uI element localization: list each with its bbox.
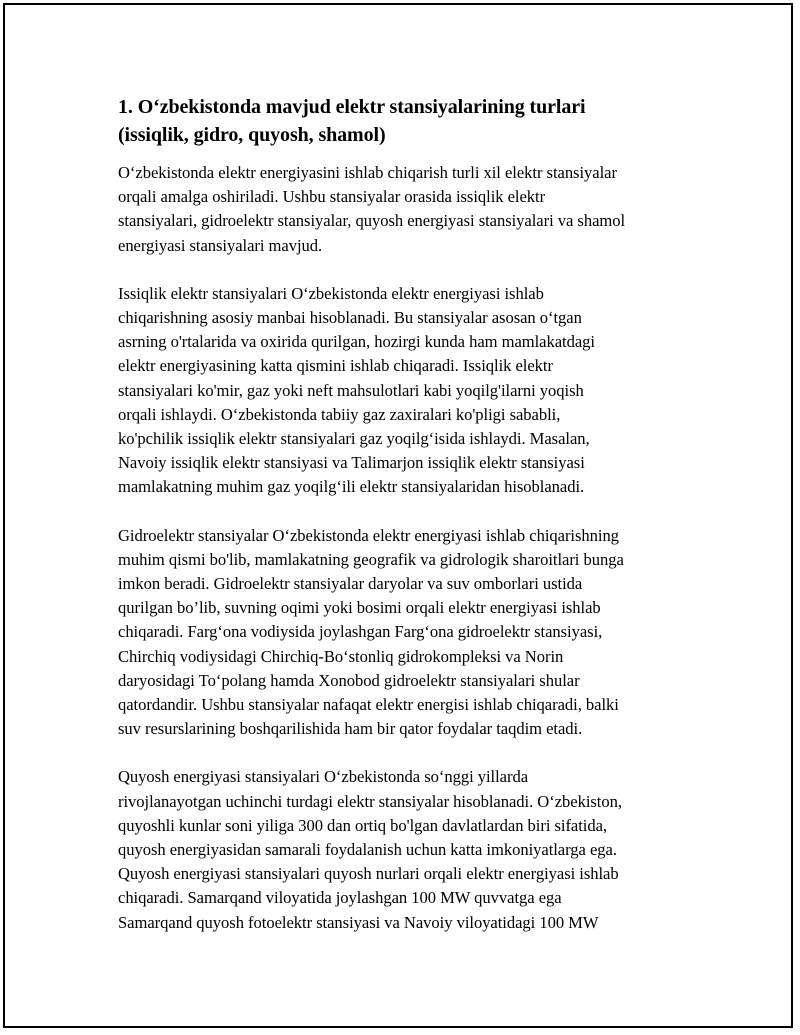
paragraph-solar: [118, 765, 693, 934]
text-line: chiqaradi. Farg‘ona vodiysida joylashgan Farg‘ona gidroelektr stansiyasi,: [118, 622, 603, 642]
text-line: suv resurslarining boshqarilishida ham bir qator foydalar taqdim etadi.: [118, 719, 583, 739]
text-line: qatordandir. Ushbu stansiyalar nafaqat elektr energisi ishlab chiqaradi, balki: [118, 695, 619, 715]
text-line: quyoshli kunlar soni yiliga 300 dan ortiq bo'lgan davlatlardan biri sifatida,: [118, 815, 608, 835]
text-line: mamlakatning muhim gaz yoqilg‘ili elektr stansiyalaridan hisoblanadi.: [118, 477, 585, 497]
section-heading: [118, 93, 693, 149]
text-line: Quyosh energiyasi stansiyalari O‘zbekistonda so‘nggi yillarda: [118, 767, 529, 787]
document-body: [118, 93, 693, 959]
text-line: daryosidagi To‘polang hamda Xonobod gidroelektr stansiyalari shular: [118, 670, 580, 690]
paragraph-intro: [118, 161, 693, 258]
paragraph-hydro: [118, 524, 693, 742]
text-line: Issiqlik elektr stansiyalari O‘zbekistonda elektr energiyasi ishlab: [118, 283, 544, 303]
text-line: asrning o'rtalarida va oxirida qurilgan, hozirgi kunda ham mamlakatdagi: [118, 332, 595, 352]
text-line: chiqaradi. Samarqand viloyatida joylashgan 100 MW quvvatga ega: [118, 888, 562, 908]
text-line: elektr energiyasining katta qismini ishlab chiqaradi. Issiqlik elektr: [118, 356, 553, 376]
text-line: ko'pchilik issiqlik elektr stansiyalari gaz yoqilg‘isida ishlaydi. Masalan,: [118, 429, 590, 449]
text-line: muhim qismi bo'lib, mamlakatning geografik va gidrologik sharoitlari bunga: [118, 549, 624, 569]
text-line: orqali amalga oshiriladi. Ushbu stansiyalar orasida issiqlik elektr: [118, 187, 546, 207]
heading-line: (issiqlik, gidro, quyosh, shamol): [118, 124, 386, 146]
text-line: quyosh energiyasidan samarali foydalanish uchun katta imkoniyatlarga ega.: [118, 840, 617, 860]
text-line: O‘zbekistonda elektr energiyasini ishlab chiqarish turli xil elektr stansiyalar: [118, 163, 617, 182]
paragraph-thermal: [118, 282, 693, 500]
text-line: chiqarishning asosiy manbai hisoblanadi. Bu stansiyalar asosan o‘tgan: [118, 308, 582, 328]
text-line: imkon beradi. Gidroelektr stansiyalar daryolar va suv omborlari ustida: [118, 574, 583, 594]
text-line: Gidroelektr stansiyalar O‘zbekistonda elektr energiyasi ishlab chiqarishning: [118, 525, 619, 545]
heading-line: 1. O‘zbekistonda mavjud elektr stansiyalarining turlari: [118, 96, 586, 118]
text-line: stansiyalari ko'mir, gaz yoki neft mahsulotlari kabi yoqilg'ilarni yoqish: [118, 380, 584, 400]
text-line: orqali ishlaydi. O‘zbekistonda tabiiy gaz zaxiralari ko'pligi sababli,: [118, 404, 561, 424]
text-line: stansiyalari, gidroelektr stansiyalar, quyosh energiyasi stansiyalari va shamol: [118, 211, 626, 231]
text-line: Samarqand quyosh fotoelektr stansiyasi va Navoiy viloyatidagi 100 MW: [118, 912, 599, 932]
text-line: energiyasi stansiyalari mavjud.: [118, 235, 323, 255]
text-line: Chirchiq vodiysidagi Chirchiq-Bo‘stonliq gidrokompleksi va Norin: [118, 646, 564, 666]
text-line: Quyosh energiyasi stansiyalari quyosh nurlari orqali elektr energiyasi ishlab: [118, 864, 619, 884]
text-line: qurilgan bo’lib, suvning oqimi yoki bosimi orqali elektr energiyasi ishlab: [118, 598, 601, 618]
text-line: rivojlanayotgan uchinchi turdagi elektr stansiyalar hisoblanadi. O‘zbekiston,: [118, 791, 622, 811]
text-line: Navoiy issiqlik elektr stansiyasi va Talimarjon issiqlik elektr stansiyasi: [118, 453, 585, 473]
